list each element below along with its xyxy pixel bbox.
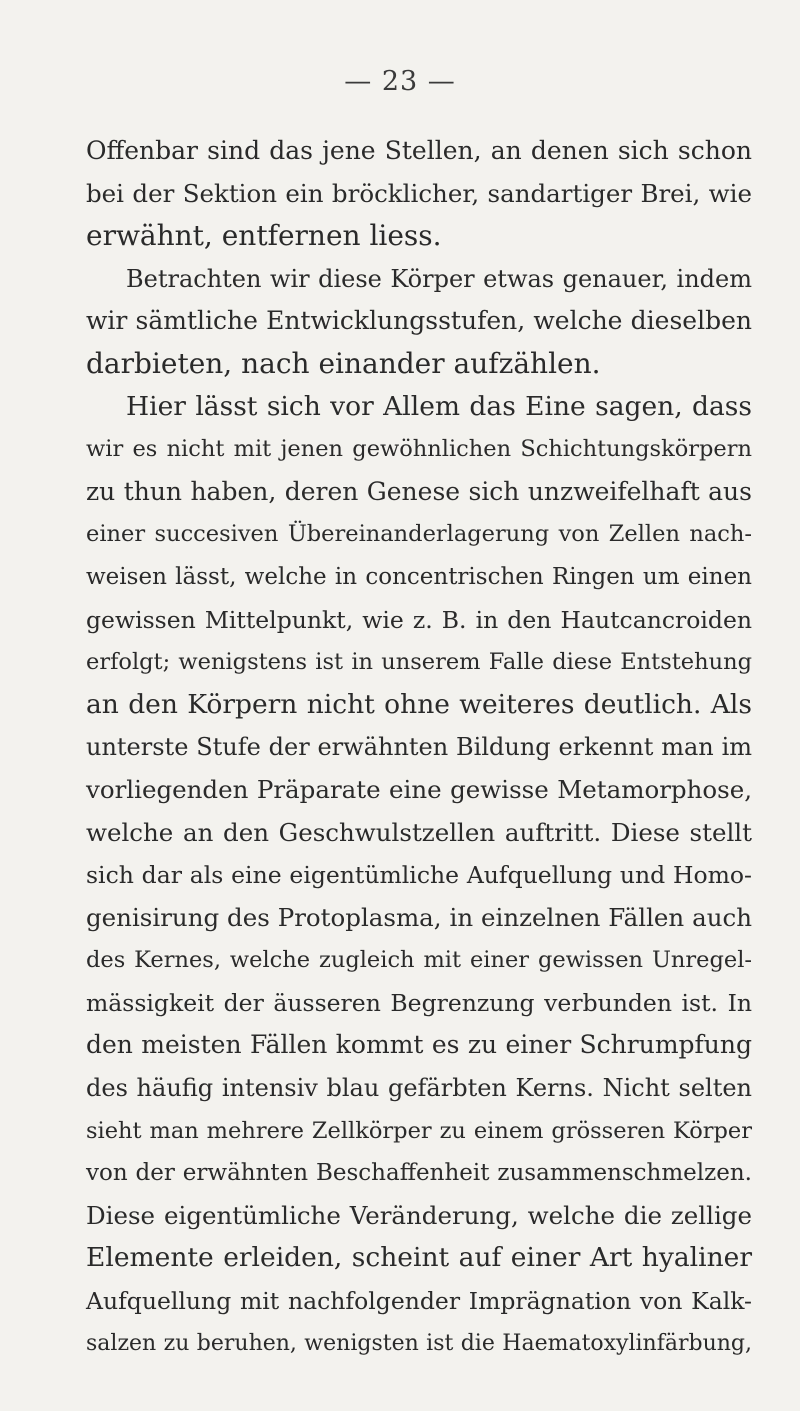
text-line: Betrachten wir diese Körper etwas genauer, indem — [126, 264, 752, 293]
text-line: erwähnt, entfernen liess. — [86, 219, 442, 253]
text-line: Elemente erleiden, scheint auf einer Art hyaliner — [86, 1242, 752, 1274]
text-line: mässigkeit der äusseren Begrenzung verbunden ist. In — [86, 988, 752, 1017]
text-line: einer succesiven Übereinanderlagerung von Zellen nach- — [86, 521, 752, 548]
text-line: gewissen Mittelpunkt, wie z. B. in den Hautcancroiden — [86, 605, 752, 634]
text-line: salzen zu beruhen, wenigsten ist die Haematoxylinfärbung, — [86, 1330, 752, 1356]
text-line: des häufig intensiv blau gefärbten Kerns. Nicht selten — [86, 1074, 752, 1103]
text-line: zu thun haben, deren Genese sich unzweifelhaft aus — [86, 476, 752, 506]
text-line: weisen lässt, welche in concentrischen Ringen um einen — [86, 563, 752, 590]
text-line: von der erwähnten Beschaffenheit zusammenschmelzen. — [86, 1160, 752, 1187]
text-line: wir sämtliche Entwicklungsstufen, welche dieselben — [86, 306, 752, 336]
text-line: an den Körpern nicht ohne weiteres deutlich. Als — [86, 688, 752, 720]
text-line: erfolgt; wenigstens ist in unserem Falle diese Entstehung — [86, 649, 752, 676]
text-line: Aufquellung mit nachfolgender Imprägnation von Kalk- — [86, 1287, 752, 1316]
page-number: — 23 — — [344, 66, 456, 97]
body-text — [86, 130, 752, 1365]
text-line: unterste Stufe der erwähnten Bildung erkennt man im — [86, 733, 752, 762]
text-line: bei der Sektion ein bröcklicher, sandartiger Brei, wie — [86, 178, 752, 208]
text-line: welche an den Geschwulstzellen auftritt. Diese stellt — [86, 817, 752, 847]
text-line: sich dar als eine eigentümliche Aufquellung und Homo- — [86, 861, 752, 890]
text-line: Diese eigentümliche Veränderung, welche die zellige — [86, 1200, 752, 1230]
text-line: den meisten Fällen kommt es zu einer Schrumpfung — [86, 1030, 752, 1060]
text-line: genisirung des Protoplasma, in einzelnen Fällen auch — [86, 902, 752, 932]
text-line: Hier lässt sich vor Allem das Eine sagen, dass — [126, 390, 752, 422]
text-line: Offenbar sind das jene Stellen, an denen sich schon — [86, 136, 752, 165]
text-line: wir es nicht mit jenen gewöhnlichen Schichtungskörpern — [86, 436, 752, 463]
text-line: sieht man mehrere Zellkörper zu einem grösseren Körper — [86, 1117, 752, 1144]
text-line: darbieten, nach einander aufzählen. — [86, 346, 601, 380]
text-line: des Kernes, welche zugleich mit einer gewissen Unregel- — [86, 947, 752, 974]
text-line: vorliegenden Präparate eine gewisse Metamorphose, — [86, 774, 752, 804]
